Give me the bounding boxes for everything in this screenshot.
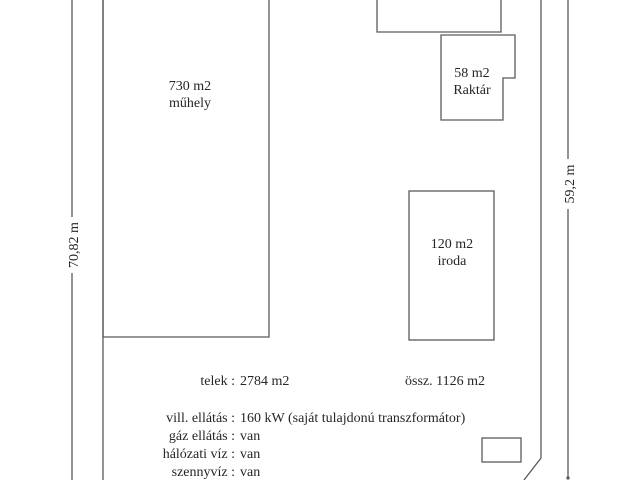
workshop-name: műhely bbox=[169, 96, 211, 111]
storage-area: 58 m2 bbox=[454, 66, 490, 81]
storage-name: Raktár bbox=[453, 83, 491, 98]
utility-value: 160 kW (saját tulajdonú transzformátor) bbox=[240, 411, 466, 426]
plot-area-label: telek : bbox=[200, 374, 235, 389]
workshop-outline bbox=[103, 0, 269, 337]
total-built-area: össz. 1126 m2 bbox=[405, 374, 485, 389]
plot-area-value: 2784 m2 bbox=[240, 374, 290, 389]
utility-value: van bbox=[240, 447, 261, 462]
left-dimension-label: 70,82 m bbox=[67, 217, 83, 273]
right-boundary-line bbox=[524, 0, 541, 480]
utility-value: van bbox=[240, 465, 261, 480]
utility-value: van bbox=[240, 429, 261, 444]
office-label bbox=[410, 236, 494, 270]
utility-label: vill. ellátás : bbox=[166, 411, 235, 426]
transformer-box bbox=[482, 438, 521, 462]
office-area: 120 m2 bbox=[430, 237, 474, 252]
utility-label: hálózati víz : bbox=[162, 447, 235, 462]
utility-label: gáz ellátás : bbox=[168, 429, 235, 444]
storage-label bbox=[444, 65, 500, 99]
top-building-outline bbox=[377, 0, 501, 32]
workshop-area: 730 m2 bbox=[168, 79, 212, 94]
right-dimension-label: 59,2 m bbox=[563, 159, 579, 209]
utility-label: szennyvíz : bbox=[171, 465, 235, 480]
office-name: iroda bbox=[437, 254, 467, 269]
workshop-label bbox=[140, 78, 240, 112]
